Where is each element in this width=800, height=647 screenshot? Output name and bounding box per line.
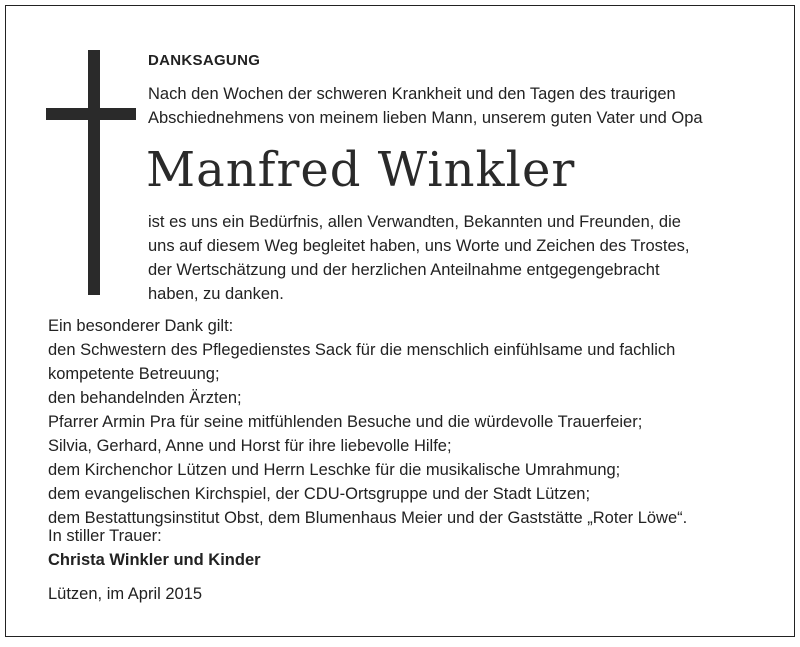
special-thanks-list: [48, 314, 788, 530]
mourning-line: In stiller Trauer:: [48, 527, 162, 545]
cross-vertical-bar: [88, 50, 100, 295]
notice-heading: DANKSAGUNG: [148, 52, 261, 69]
closing-block: [48, 524, 261, 572]
thanks-paragraph: [148, 210, 788, 306]
thanks-line: den Schwestern des Pflegedienstes Sack für die menschlich einfühlsame und fachlich: [48, 341, 676, 359]
intro-line: Abschiednehmens von meinem lieben Mann, unserem guten Vater und Opa: [148, 109, 703, 127]
thanks-line: dem Kirchenchor Lützen und Herrn Leschke für die musikalische Umrahmung;: [48, 461, 621, 479]
cross-icon: [46, 50, 136, 295]
paragraph-line: haben, zu danken.: [148, 285, 284, 303]
deceased-name: Manfred Winkler: [146, 142, 576, 198]
thanks-line: den behandelnden Ärzten;: [48, 389, 242, 407]
paragraph-line: ist es uns ein Bedürfnis, allen Verwandten, Bekannten und Freunden, die: [148, 213, 681, 231]
thanks-line: Silvia, Gerhard, Anne und Horst für ihre liebevolle Hilfe;: [48, 437, 452, 455]
paragraph-line: der Wertschätzung und der herzlichen Anteilnahme entgegengebracht: [148, 261, 660, 279]
place-date: Lützen, im April 2015: [48, 585, 203, 603]
intro-line: Nach den Wochen der schweren Krankheit und den Tagen des traurigen: [148, 85, 676, 103]
thanks-line: kompetente Betreuung;: [48, 365, 220, 383]
thanks-line: Pfarrer Armin Pra für seine mitfühlenden Besuche und die würdevolle Trauerfeier;: [48, 413, 643, 431]
intro-text: [148, 82, 788, 130]
thanks-line: Ein besonderer Dank gilt:: [48, 317, 234, 335]
cross-horizontal-bar: [46, 108, 136, 120]
thanks-line: dem Bestattungsinstitut Obst, dem Blumenhaus Meier und der Gaststätte „Roter Löwe“.: [48, 509, 688, 527]
family-signature: Christa Winkler und Kinder: [48, 551, 261, 569]
paragraph-line: uns auf diesem Weg begleitet haben, uns Worte und Zeichen des Trostes,: [148, 237, 690, 255]
obituary-notice: [5, 5, 795, 637]
thanks-line: dem evangelischen Kirchspiel, der CDU-Ortsgruppe und der Stadt Lützen;: [48, 485, 591, 503]
